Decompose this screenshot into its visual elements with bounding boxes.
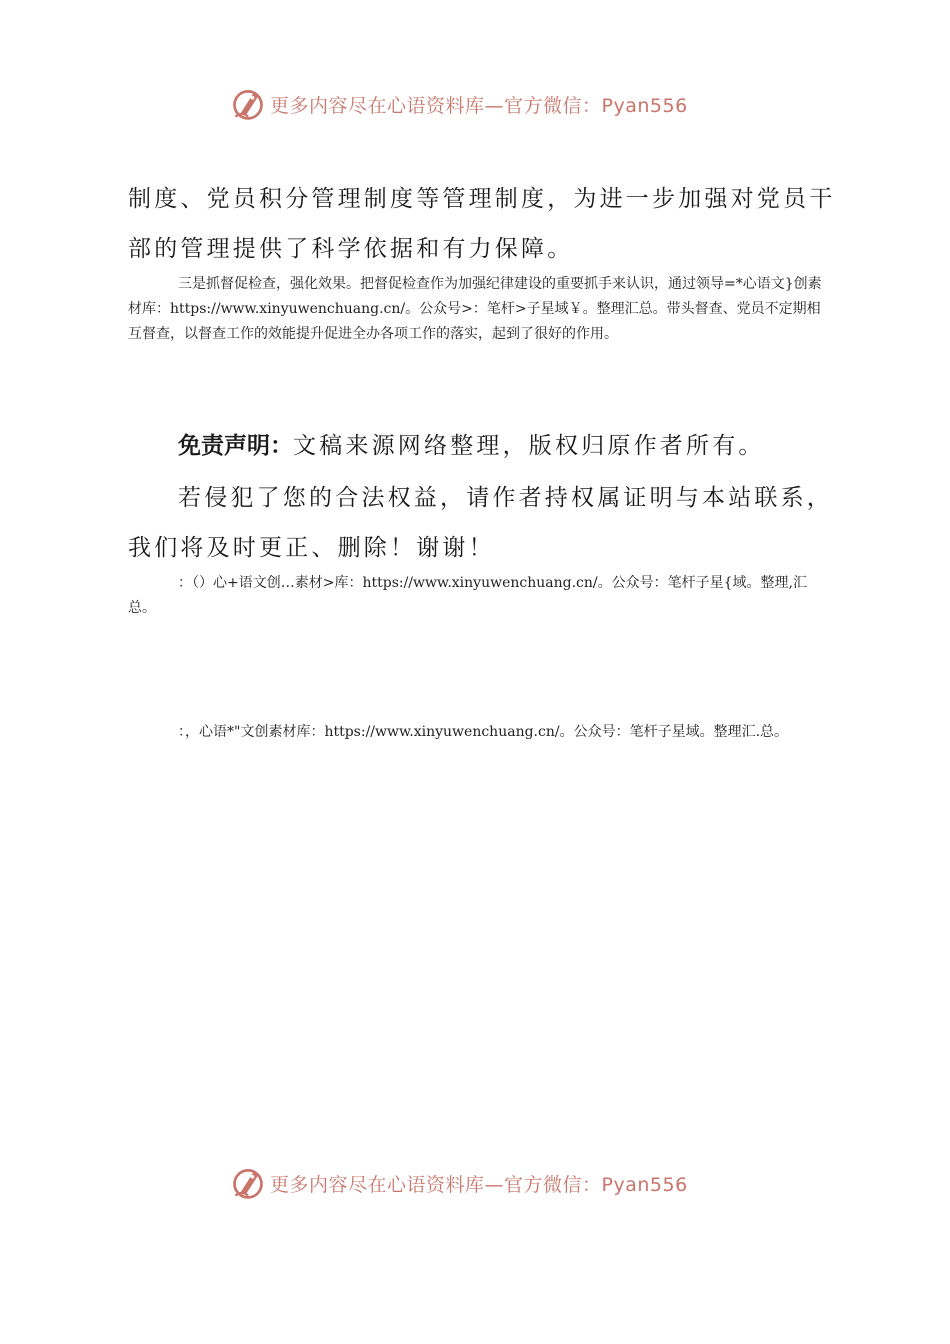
footer-banner [230,1163,688,1203]
note2-text: ：，心语*"文创素材库：https://www.xinyuwenchuang.cn/。公众号：笔杆子星域。整理汇.总。 [178,724,789,740]
header-banner [230,84,688,124]
para2-text: 三是抓督促检查，强化效果。把督促检查作为加强纪律建设的重要抓手来认识，通过领导=*心语文}创素材库：https://www.xinyuwenchuang.cn/。公众号>：笔杆>子星域￥。整理汇总。带头督查、党员不定期相互督查，以督查工作的效能提升促进全办各项工作的落实，起到了很好的作用。 [128,276,822,342]
banner-text: 更多内容尽在心语资料库—官方微信：Pyan556 [270,1173,688,1196]
disclaimer-line3: 我们将及时更正、删除！谢谢！ [128,535,495,561]
banner-text: 更多内容尽在心语资料库—官方微信：Pyan556 [270,94,688,117]
disclaimer-label: 免责声明： [178,433,293,459]
disclaimer-line1 [128,421,838,471]
disclaimer-line2: 若侵犯了您的合法权益，请作者持权属证明与本站联系， [178,485,833,511]
note1-text: ：（）心+语文创…素材>库：https://www.xinyuwenchuang.cn/。公众号：笔杆子星{域。整理,汇总。 [128,575,807,616]
disclaimer-text: 文稿来源网络整理，版权归原作者所有。 [293,433,765,459]
para1-line2: 部的管理提供了科学依据和有力保障。 [128,236,574,262]
pen-nib-logo-icon [230,1165,266,1201]
para1-line1: 制度、党员积分管理制度等管理制度，为进一步加强对党员干 [128,186,836,212]
pen-nib-logo-icon [230,86,266,122]
